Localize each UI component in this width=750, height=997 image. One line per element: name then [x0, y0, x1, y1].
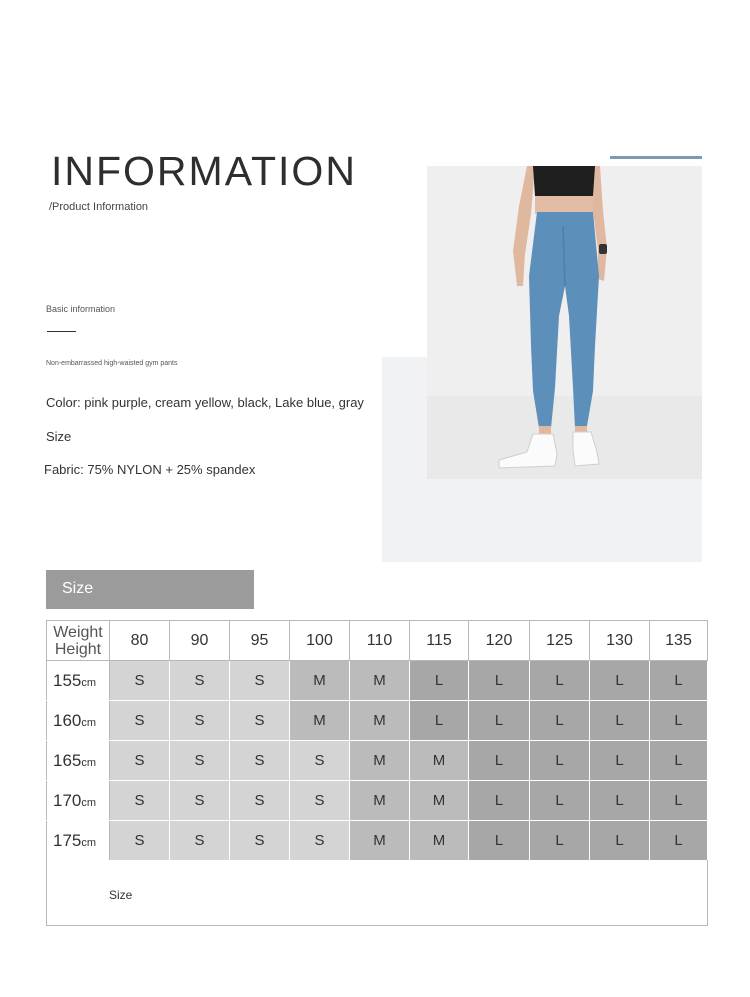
size-footer-label: Size: [109, 888, 133, 902]
size-cell: S: [290, 741, 350, 781]
size-cell: S: [290, 781, 350, 821]
weight-column-header: 80: [110, 621, 170, 661]
size-cell: L: [590, 701, 650, 741]
size-cell: M: [410, 781, 469, 821]
size-cell: M: [290, 661, 350, 701]
table-row: [47, 701, 708, 741]
height-row-header: [47, 781, 110, 821]
product-photo: [427, 166, 702, 479]
size-cell: S: [230, 741, 290, 781]
fabric-info: Fabric: 75% NYLON + 25% spandex: [44, 462, 256, 477]
size-cell: S: [230, 701, 290, 741]
size-cell: L: [530, 701, 590, 741]
weight-column-header: 135: [650, 621, 708, 661]
height-value: 170: [53, 790, 82, 810]
size-cell: L: [469, 661, 530, 701]
height-unit: cm: [81, 676, 97, 689]
height-value: 155: [53, 670, 82, 690]
color-info: Color: pink purple, cream yellow, black, Lake blue, gray: [40, 392, 376, 413]
height-unit: cm: [81, 716, 97, 729]
size-cell: L: [530, 781, 590, 821]
weight-column-header: 100: [290, 621, 350, 661]
size-cell: L: [650, 821, 708, 861]
size-cell: S: [170, 661, 230, 701]
table-row: [47, 781, 708, 821]
table-corner-cell: [47, 621, 110, 661]
size-cell: L: [650, 701, 708, 741]
size-chart-table: [46, 620, 708, 861]
product-name: Non-embarrassed high-waisted gym pants: [46, 360, 178, 367]
size-cell: L: [530, 741, 590, 781]
height-row-header: [47, 821, 110, 861]
height-row-header: [47, 741, 110, 781]
size-cell: M: [410, 821, 469, 861]
size-cell: S: [110, 781, 170, 821]
size-cell: L: [590, 821, 650, 861]
size-cell: S: [230, 781, 290, 821]
size-cell: L: [469, 821, 530, 861]
size-footer-box: [46, 860, 708, 926]
size-cell: S: [110, 701, 170, 741]
size-cell: L: [530, 661, 590, 701]
size-cell: L: [410, 701, 469, 741]
accent-bar: [610, 156, 702, 159]
size-cell: M: [350, 661, 410, 701]
table-header-row: [47, 621, 708, 661]
size-info: Size: [46, 429, 72, 444]
size-cell: L: [590, 661, 650, 701]
weight-column-header: 110: [350, 621, 410, 661]
size-cell: L: [530, 821, 590, 861]
table-row: [47, 741, 708, 781]
size-cell: L: [650, 781, 708, 821]
size-cell: S: [290, 821, 350, 861]
weight-column-header: 115: [410, 621, 469, 661]
table-row: [47, 821, 708, 861]
size-cell: L: [650, 741, 708, 781]
size-cell: M: [350, 741, 410, 781]
size-cell: S: [170, 821, 230, 861]
size-cell: S: [110, 741, 170, 781]
page-subtitle: /Product Information: [49, 201, 149, 213]
height-row-header: [47, 701, 110, 741]
weight-column-header: 95: [230, 621, 290, 661]
size-cell: L: [469, 781, 530, 821]
height-value: 160: [53, 710, 82, 730]
size-cell: S: [110, 821, 170, 861]
size-cell: L: [590, 781, 650, 821]
height-unit: cm: [81, 796, 97, 809]
height-value: 175: [53, 830, 82, 850]
size-cell: S: [170, 741, 230, 781]
size-cell: M: [350, 701, 410, 741]
weight-column-header: 125: [530, 621, 590, 661]
size-cell: S: [170, 781, 230, 821]
height-value: 165: [53, 750, 82, 770]
size-cell: L: [410, 661, 469, 701]
weight-column-header: 90: [170, 621, 230, 661]
size-cell: S: [170, 701, 230, 741]
size-cell: L: [590, 741, 650, 781]
size-section-header: Size: [46, 570, 254, 609]
size-cell: S: [230, 821, 290, 861]
height-row-header: [47, 661, 110, 701]
size-cell: S: [230, 661, 290, 701]
size-cell: M: [290, 701, 350, 741]
height-unit: cm: [81, 836, 97, 849]
weight-header-label: Weight: [53, 623, 103, 641]
height-header-label: Height: [54, 640, 102, 658]
size-cell: S: [110, 661, 170, 701]
page-title: INFORMATION: [51, 148, 357, 194]
table-row: [47, 661, 708, 701]
weight-column-header: 120: [469, 621, 530, 661]
size-cell: M: [350, 821, 410, 861]
size-cell: M: [410, 741, 469, 781]
weight-column-header: 130: [590, 621, 650, 661]
basic-information-label: Basic information: [46, 304, 116, 314]
divider: [47, 331, 76, 332]
size-cell: L: [469, 701, 530, 741]
size-cell: L: [469, 741, 530, 781]
size-cell: M: [350, 781, 410, 821]
height-unit: cm: [81, 756, 97, 769]
size-cell: L: [650, 661, 708, 701]
